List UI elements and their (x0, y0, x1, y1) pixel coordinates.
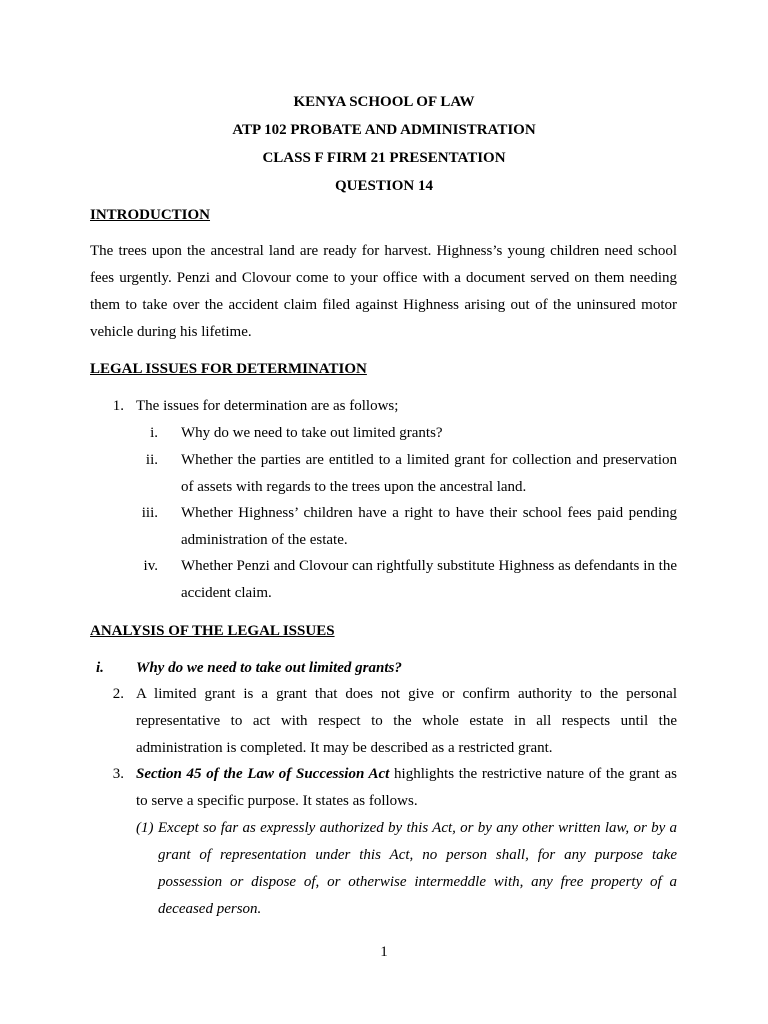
item-3-text: highlights the restrictive nature of the grant as to serve a specific purpose. It states as follows. (136, 766, 678, 809)
subitem-marker: iii. (141, 505, 158, 521)
title-question: QUESTION 14 (335, 178, 433, 194)
quote-marker: (1) (136, 820, 154, 836)
item-1-number: 1. (112, 398, 124, 414)
subitem-marker: iv. (143, 558, 158, 574)
title-school: KENYA SCHOOL OF LAW (293, 94, 475, 110)
introduction-heading: INTRODUCTION (90, 207, 211, 223)
item-3-paragraph (136, 761, 677, 815)
legal-issues-heading: LEGAL ISSUES FOR DETERMINATION (90, 361, 367, 377)
item-1-text: The issues for determination are as follows; (136, 398, 399, 414)
item-2-text: A limited grant is a grant that does not give or confirm authority to the personal representative to act with respect to the whole estate in all respects until the administration is completed. It may be described as a restricted grant. (136, 686, 677, 756)
subitem-marker: i. (150, 425, 158, 441)
analysis-sub-marker: i. (96, 660, 104, 676)
item-3-number: 3. (112, 766, 124, 782)
item-2-number: 2. (112, 686, 124, 702)
page-number: 1 (380, 944, 388, 960)
quote-text: Except so far as expressly authorized by this Act, or by any other written law, or by a grant of representation under this Act, no person shall, for any purpose take possession or dispose of, or otherwise intermeddle with, any free property of a deceased person. (158, 820, 677, 917)
statute-reference: Section 45 of the Law of Succession Act (136, 766, 390, 782)
analysis-sub-heading: Why do we need to take out limited grants? (136, 660, 402, 676)
subitem-text: Whether the parties are entitled to a limited grant for collection and preservation of assets with regards to the trees upon the ancestral land. (181, 452, 677, 495)
subitem-text: Why do we need to take out limited grants? (181, 425, 443, 441)
analysis-heading: ANALYSIS OF THE LEGAL ISSUES (90, 623, 335, 639)
title-course: ATP 102 PROBATE AND ADMINISTRATION (232, 122, 536, 138)
subitem-marker: ii. (145, 452, 158, 468)
subitem-text: Whether Penzi and Clovour can rightfully substitute Highness as defendants in the accident claim. (181, 558, 677, 601)
introduction-paragraph: The trees upon the ancestral land are ready for harvest. Highness’s young children need school fees urgently. Penzi and Clovour come to your office with a document served on them needing them to take over the accident claim filed against Highness arising out of the uninsured motor vehicle during his lifetime. (90, 243, 677, 340)
subitem-text: Whether Highness’ children have a right to have their school fees paid pending administration of the estate. (181, 505, 677, 548)
title-class: CLASS F FIRM 21 PRESENTATION (262, 150, 506, 166)
